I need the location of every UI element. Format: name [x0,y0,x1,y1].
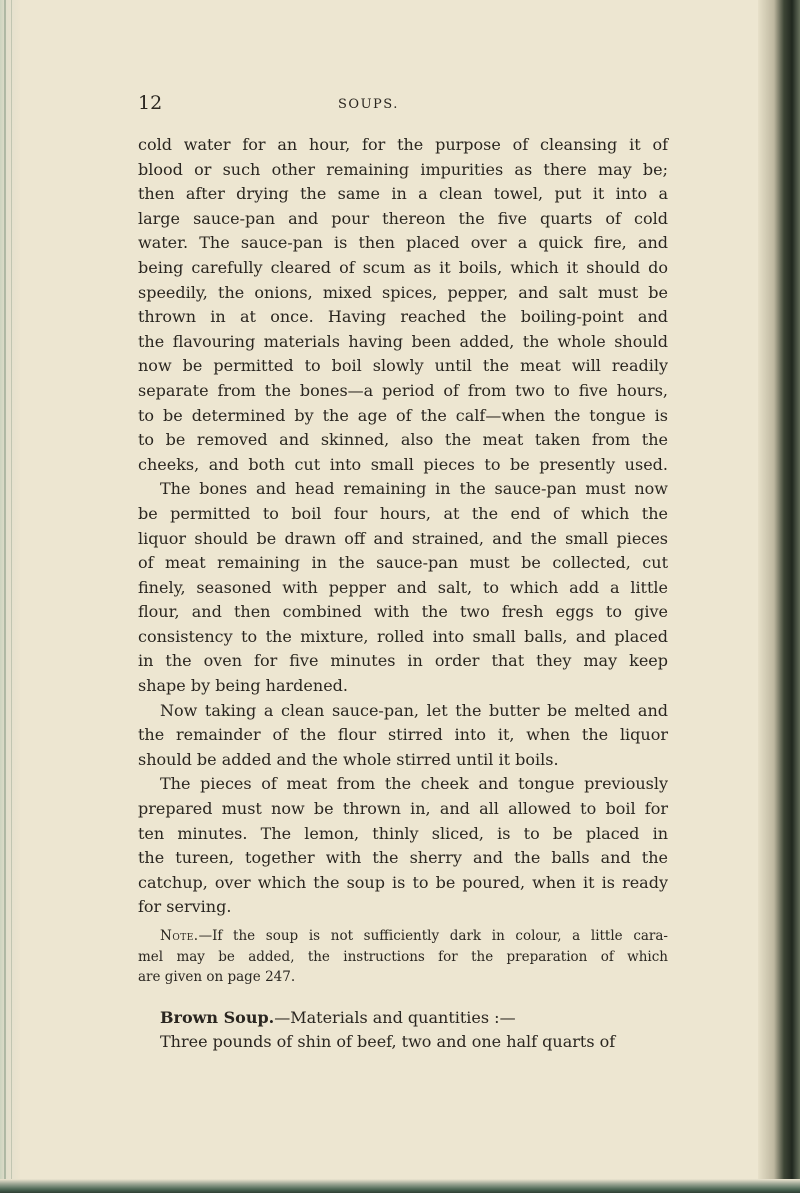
recipe-line: Three pounds of shin of beef, two and one half quarts of [160,1032,616,1052]
text-line: be permitted to boil four hours, at the end of which the [138,503,668,523]
text-line: then after drying the same in a clean towel, put it into a [138,184,668,204]
text-line: of meat remaining in the sauce-pan must be collected, cut [138,553,668,573]
text-line: speedily, the onions, mixed spices, pepper, and salt must be [138,282,668,302]
text-line: The bones and head remaining in the sauce-pan must now [160,479,668,499]
text-line: for serving. [138,897,232,917]
page-edge-right [758,0,800,1193]
text-line: the tureen, together with the sherry and the balls and the [138,848,668,868]
text-line: finely, seasoned with pepper and salt, to which add a little [138,577,668,597]
page-header [138,92,668,120]
page-gutter [0,0,20,1193]
note-line [138,926,668,947]
note-text: —If the soup is not sufficiently dark in colour, a little cara- [198,928,668,944]
text-line: consistency to the mixture, rolled into small balls, and placed [138,626,668,646]
text-line: blood or such other remaining impurities as there may be; [138,159,668,179]
text-line: being carefully cleared of scum as it boils, which it should do [138,257,668,277]
text-line: to be removed and skinned, also the meat taken from the [138,430,668,450]
body-text [138,133,668,1055]
text-line: thrown in at once. Having reached the boiling-point and [138,307,668,327]
text-line: liquor should be drawn off and strained, and the small pieces [138,528,668,548]
text-line: the flavouring materials having been added, the whole should [138,331,668,351]
text-line: Now taking a clean sauce-pan, let the butter be melted and [160,700,668,720]
text-line: flour, and then combined with the two fresh eggs to give [138,602,668,622]
text-line: now be permitted to boil slowly until the meat will readily [138,356,668,376]
text-line: separate from the bones—a period of from two to five hours, [138,380,668,400]
text-line: cold water for an hour, for the purpose of cleansing it of [138,135,668,154]
text-line: cheeks, and both cut into small pieces to be presently used. [138,454,668,474]
recipe-heading-line [138,1006,668,1031]
text-line: catchup, over which the soup is to be poured, when it is ready [138,872,668,892]
text-line: shape by being hardened. [138,676,348,696]
recipe-block [138,1006,668,1055]
page-edge-bottom [0,1179,800,1193]
note-line: are given on page 247. [138,969,296,985]
note-line: mel may be added, the instructions for the preparation of which [138,948,668,965]
text-line: water. The sauce-pan is then placed over a quick fire, and [138,233,668,253]
note-block [138,926,668,988]
recipe-title: Brown Soup. [160,1007,275,1027]
text-line: ten minutes. The lemon, thinly sliced, is to be placed in [138,823,668,843]
page-number: 12 [138,92,163,114]
running-title: SOUPS. [338,97,399,112]
text-line: prepared must now be thrown in, and all allowed to boil for [138,799,668,819]
note-label: Note. [160,928,199,944]
text-line: in the oven for five minutes in order that they may keep [138,651,668,671]
text-line: the remainder of the flour stirred into it, when the liquor [138,725,668,745]
text-line: should be added and the whole stirred until it boils. [138,749,559,769]
text-line: large sauce-pan and pour thereon the five quarts of cold [138,208,668,228]
text-line: The pieces of meat from the cheek and tongue previously [160,774,668,794]
body-paragraphs [138,133,668,920]
recipe-heading-text: —Materials and quantities :— [274,1007,516,1027]
text-line: to be determined by the age of the calf—when the tongue is [138,405,668,425]
